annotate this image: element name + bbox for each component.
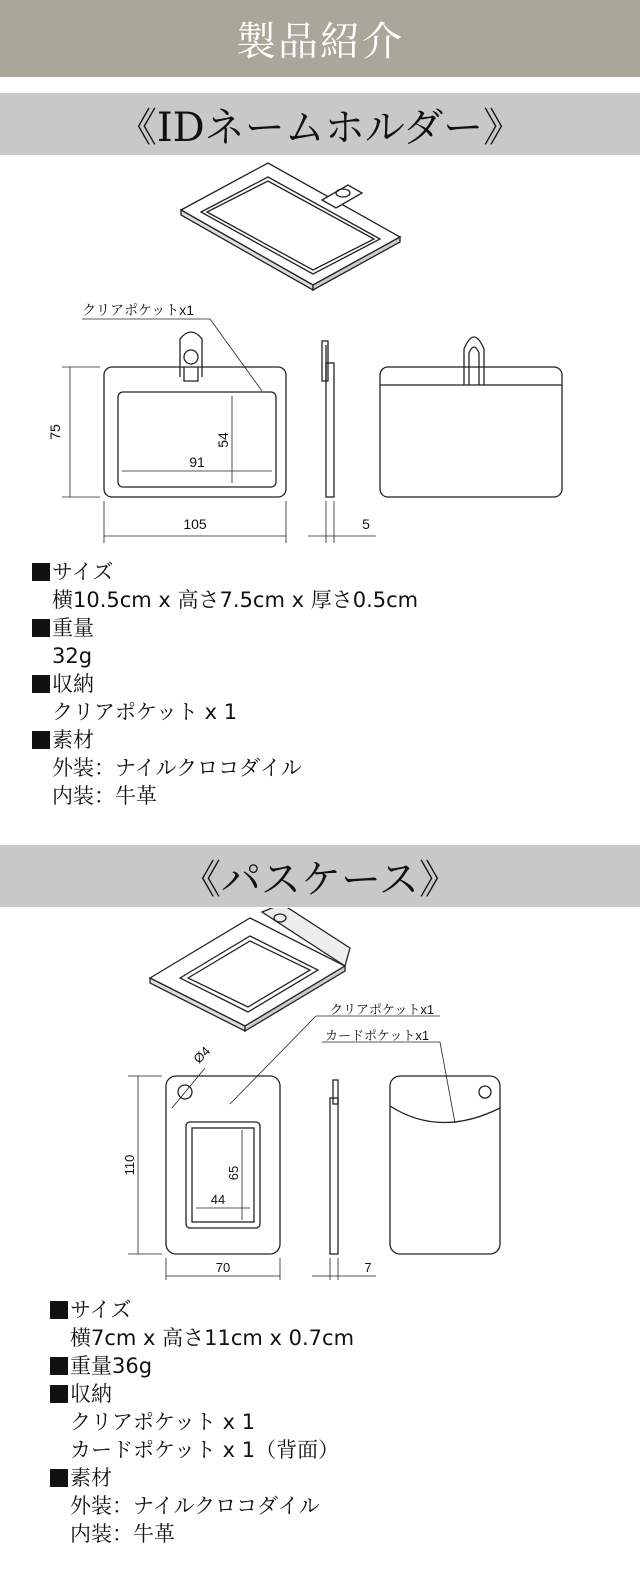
dim-hole-label: Ø4 (190, 1043, 214, 1067)
dim-height-label: 75 (47, 424, 63, 440)
spec-value-weight: 32g (52, 644, 93, 668)
spec-value-exterior: 外装：ナイルクロコダイル (70, 1494, 320, 1518)
clear-pocket-label: クリアポケットx1 (82, 302, 195, 318)
page-title: 製品紹介 (236, 19, 404, 65)
dim-inner-height-label: 54 (215, 432, 231, 448)
dim-width-label: 70 (215, 1260, 231, 1275)
spec-value-size: 横7cm x 高さ11cm x 0.7cm (70, 1326, 355, 1350)
spec-heading-storage: 収納 (50, 1380, 354, 1408)
dim-width-label: 105 (183, 516, 207, 532)
spec-heading-size: サイズ (50, 1296, 354, 1324)
id-holder-back-view (380, 337, 562, 497)
dim-inner-height-label: 65 (226, 1165, 241, 1181)
pass-case-isometric-view (150, 908, 350, 1031)
spec-heading-weight: 重量36g (50, 1352, 354, 1380)
id-holder-specs (32, 558, 418, 810)
section-title-pass-case: 《パスケース》 (181, 856, 459, 903)
section-header-id-holder (0, 93, 640, 155)
id-holder-diagram (0, 155, 640, 550)
spec-heading-weight: 重量 (32, 614, 418, 642)
section-title-id-holder: 《IDネームホルダー》 (116, 104, 524, 151)
dim-height-label: 110 (122, 1154, 137, 1176)
spec-heading-material: 素材 (32, 726, 418, 754)
spec-value-size: 横10.5cm x 高さ7.5cm x 厚さ0.5cm (52, 588, 419, 612)
dim-inner-width-label: 44 (210, 1192, 226, 1207)
pass-case-specs (50, 1296, 354, 1548)
page-header (0, 0, 640, 77)
section-header-pass-case (0, 845, 640, 907)
spec-value-interior: 内装：牛革 (52, 784, 157, 808)
spec-value-interior: 内装：牛革 (70, 1522, 175, 1546)
id-holder-front-view (62, 319, 286, 543)
card-pocket-label: カードポケットx1 (325, 1028, 430, 1043)
spec-heading-storage: 収納 (32, 670, 418, 698)
spec-value-storage: クリアポケット x 1 (52, 700, 238, 724)
spec-value-exterior: 外装：ナイルクロコダイル (52, 756, 302, 780)
dim-depth-label: 5 (362, 516, 370, 532)
pass-case-diagram (0, 908, 640, 1288)
clear-pocket-label: クリアポケットx1 (330, 1002, 435, 1017)
pass-case-side-view (312, 1080, 376, 1280)
id-holder-side-view (308, 341, 376, 543)
spec-heading-material: 素材 (50, 1464, 354, 1492)
spec-heading-size: サイズ (32, 558, 418, 586)
dim-inner-width-label: 91 (189, 454, 205, 470)
spec-value-card-pocket: カードポケット x 1（背面） (70, 1438, 340, 1462)
dim-depth-label: 7 (364, 1260, 372, 1275)
pass-case-back-view (322, 1042, 500, 1254)
spec-value-clear-pocket: クリアポケット x 1 (70, 1410, 256, 1434)
id-holder-isometric-view (181, 163, 400, 290)
